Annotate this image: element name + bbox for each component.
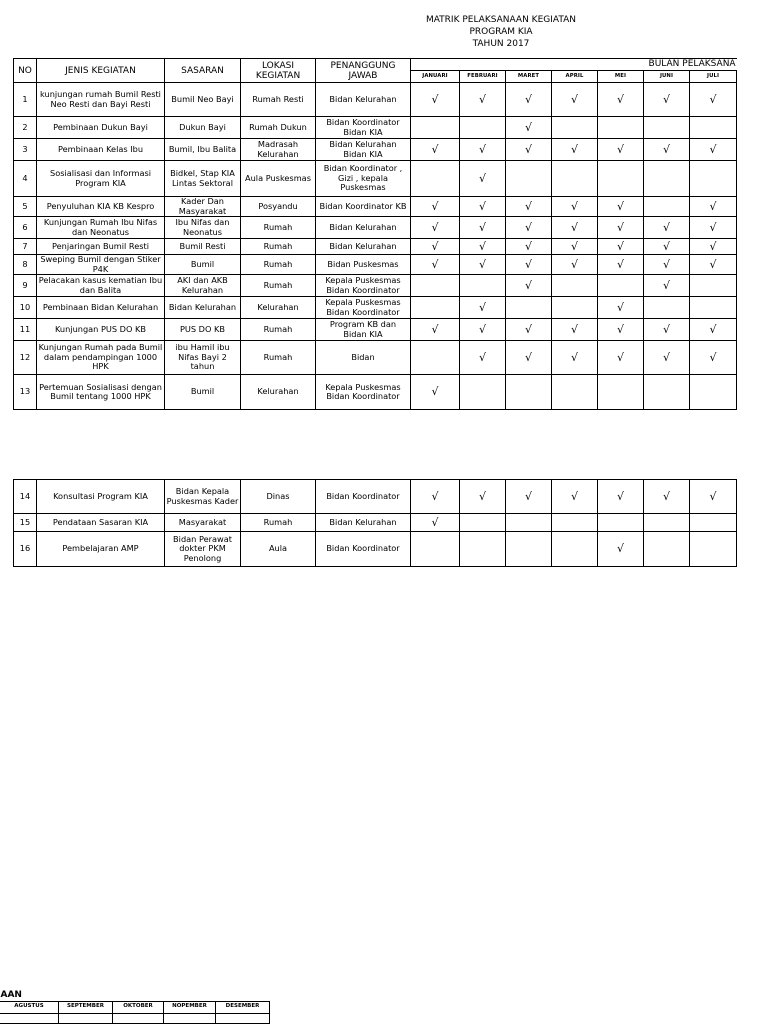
check-mark-cell: √ [460,319,506,341]
responsible-person: Bidan Koordinator , Gizi , kepala Puskesmas [316,161,411,197]
document-title [410,14,592,50]
location: Rumah [241,255,316,275]
empty-month-cell [598,375,644,410]
check-mark-cell: √ [690,197,737,217]
row-number: 7 [14,239,37,255]
empty-month-cell [460,532,506,567]
responsible-person: Bidan Kelurahan [316,514,411,532]
row-number: 13 [14,375,37,410]
empty-month-cell [644,532,690,567]
empty-month-cell [506,161,552,197]
title-line-2: PROGRAM KIA [469,27,533,37]
empty-month-cell [552,375,598,410]
target-group: Bumil, Ibu Balita [165,139,241,161]
target-group: Bumil Neo Bayi [165,83,241,117]
check-mark-cell: √ [411,217,460,239]
empty-month-cell [598,161,644,197]
header-month: OKTOBER [113,1001,164,1013]
check-mark-cell: √ [690,217,737,239]
check-mark-cell: √ [598,319,644,341]
empty-month-cell [411,297,460,319]
responsible-person: Kepala Puskesmas Bidan Koordinator [316,375,411,410]
header-bulan-continued: AAN [0,990,270,1001]
location: Rumah [241,239,316,255]
activity-name: Penyuluhan KIA KB Kespro [37,197,165,217]
header-sasaran: SASARAN [165,59,241,83]
check-mark-cell: √ [644,217,690,239]
check-mark-cell: √ [598,255,644,275]
check-mark-cell: √ [552,319,598,341]
check-mark-cell: √ [460,480,506,514]
check-mark-cell: √ [552,217,598,239]
row-number: 14 [14,480,37,514]
header-month: JUNI [644,71,690,83]
check-mark-cell: √ [598,341,644,375]
responsible-person: Kepala Puskesmas Bidan Koordinator [316,297,411,319]
months-continuation-table [0,990,270,1024]
location: Kelurahan [241,297,316,319]
table-row [14,197,737,217]
check-mark-cell: √ [506,275,552,297]
check-mark-cell: √ [552,197,598,217]
empty-month-cell [552,514,598,532]
header-penanggung-jawab: PENANGGUNG JAWAB [316,59,411,83]
responsible-person: Bidan Kelurahan [316,83,411,117]
header-month: SEPTEMBER [59,1001,113,1013]
check-mark-cell: √ [598,239,644,255]
activity-name: Pendataan Sasaran KIA [37,514,165,532]
check-mark-cell: √ [411,255,460,275]
table-row [14,217,737,239]
location: Rumah [241,319,316,341]
header-month: JULI [690,71,737,83]
responsible-person: Program KB dan Bidan KIA [316,319,411,341]
header-jenis-kegiatan: JENIS KEGIATAN [37,59,165,83]
target-group: Bidan Kelurahan [165,297,241,319]
check-mark-cell: √ [506,139,552,161]
location: Posyandu [241,197,316,217]
row-number: 9 [14,275,37,297]
table-row [14,532,737,567]
row-number: 10 [14,297,37,319]
check-mark-cell: √ [644,319,690,341]
empty-month-cell [690,375,737,410]
check-mark-cell: √ [506,319,552,341]
empty-month-cell [411,532,460,567]
empty-month-cell [690,161,737,197]
check-mark-cell: √ [598,297,644,319]
header-month: APRIL [552,71,598,83]
check-mark-cell: √ [690,255,737,275]
empty-month-cell [411,117,460,139]
activity-name: Sweping Bumil dengan Stiker P4K [37,255,165,275]
location: Madrasah Kelurahan [241,139,316,161]
check-mark-cell: √ [598,217,644,239]
check-mark-cell: √ [460,83,506,117]
row-number: 11 [14,319,37,341]
check-mark-cell: √ [552,83,598,117]
responsible-person: Bidan Kelurahan Bidan KIA [316,139,411,161]
check-mark-cell: √ [506,480,552,514]
empty-month-cell [598,514,644,532]
header-month: JANUARI [411,71,460,83]
header-lokasi: LOKASI KEGIATAN [241,59,316,83]
row-number: 3 [14,139,37,161]
empty-month-cell [506,297,552,319]
header-no: NO [14,59,37,83]
table-row [14,239,737,255]
check-mark-cell: √ [598,480,644,514]
activity-name: Pembinaan Kelas Ibu [37,139,165,161]
table-row [14,83,737,117]
empty-month-cell [644,514,690,532]
empty-month-cell [506,375,552,410]
table-row [14,161,737,197]
check-mark-cell: √ [506,117,552,139]
check-mark-cell: √ [411,239,460,255]
header-bulan-pelaksanaan: BULAN PELAKSANA [411,59,737,71]
header-month: AGUSTUS [0,1001,59,1013]
header-month: FEBRUARI [460,71,506,83]
target-group: Bidan Perawat dokter PKM Penolong [165,532,241,567]
check-mark-cell: √ [690,83,737,117]
target-group: Bidkel, Stap KIA Lintas Sektoral [165,161,241,197]
target-group: Kader Dan Masyarakat [165,197,241,217]
location: Rumah [241,341,316,375]
empty-month-cell [411,161,460,197]
table-row [14,139,737,161]
empty-month-cell [690,117,737,139]
empty-month-cell [411,275,460,297]
header-month: MARET [506,71,552,83]
empty-month-cell [644,297,690,319]
target-group: Dukun Bayi [165,117,241,139]
activity-name: Kunjungan Rumah Ibu Nifas dan Neonatus [37,217,165,239]
activity-name: Kunjungan Rumah pada Bumil dalam pendampingan 1000 HPK [37,341,165,375]
check-mark-cell: √ [690,341,737,375]
check-mark-cell: √ [552,480,598,514]
activity-name: Pertemuan Sosialisasi dengan Bumil tentang 1000 HPK [37,375,165,410]
activity-name: Kunjungan PUS DO KB [37,319,165,341]
empty-month-cell [460,117,506,139]
responsible-person: Bidan [316,341,411,375]
check-mark-cell: √ [506,255,552,275]
check-mark-cell: √ [690,139,737,161]
check-mark-cell: √ [506,83,552,117]
empty-month-cell [460,514,506,532]
check-mark-cell: √ [460,161,506,197]
empty-month-cell [552,275,598,297]
check-mark-cell: √ [644,275,690,297]
check-mark-cell: √ [506,197,552,217]
check-mark-cell: √ [411,375,460,410]
empty-month-cell [598,117,644,139]
responsible-person: Bidan Koordinator Bidan KIA [316,117,411,139]
target-group: Masyarakat [165,514,241,532]
responsible-person: Kepala Puskesmas Bidan Koordinator [316,275,411,297]
check-mark-cell: √ [598,83,644,117]
empty-month-cell [690,514,737,532]
check-mark-cell: √ [690,239,737,255]
location: Rumah Resti [241,83,316,117]
check-mark-cell: √ [552,341,598,375]
empty-month-cell [598,275,644,297]
empty-month-cell [644,161,690,197]
check-mark-cell: √ [690,480,737,514]
table-row [14,341,737,375]
empty-month-cell [552,117,598,139]
activity-name: Penjaringan Bumil Resti [37,239,165,255]
check-mark-cell: √ [506,239,552,255]
empty-month-cell [506,532,552,567]
target-group: Bidan Kepala Puskesmas Kader [165,480,241,514]
check-mark-cell: √ [460,217,506,239]
check-mark-cell: √ [644,139,690,161]
check-mark-cell: √ [411,480,460,514]
empty-month-cell [506,514,552,532]
check-mark-cell: √ [644,255,690,275]
responsible-person: Bidan Koordinator [316,480,411,514]
check-mark-cell: √ [644,83,690,117]
check-mark-cell: √ [411,319,460,341]
row-number: 15 [14,514,37,532]
header-month: MEI [598,71,644,83]
location: Kelurahan [241,375,316,410]
target-group: ibu Hamil ibu Nifas Bayi 2 tahun [165,341,241,375]
responsible-person: Bidan Koordinator [316,532,411,567]
table-row [14,275,737,297]
empty-month-cell [460,275,506,297]
target-group: AKI dan AKB Kelurahan [165,275,241,297]
activity-matrix-table-continued [13,479,737,567]
check-mark-cell: √ [552,139,598,161]
table-row [14,480,737,514]
check-mark-cell: √ [411,139,460,161]
header-month: DESEMBER [216,1001,270,1013]
location: Rumah [241,514,316,532]
title-line-3: TAHUN 2017 [472,39,530,49]
row-number: 12 [14,341,37,375]
check-mark-cell: √ [460,139,506,161]
location: Dinas [241,480,316,514]
row-number: 8 [14,255,37,275]
activity-name: Pembinaan Bidan Kelurahan [37,297,165,319]
row-number: 1 [14,83,37,117]
target-group: Ibu Nifas dan Neonatus [165,217,241,239]
activity-matrix-table [13,58,737,410]
target-group: Bumil [165,255,241,275]
empty-month-cell [644,117,690,139]
row-number: 4 [14,161,37,197]
location: Rumah [241,275,316,297]
empty-month-cell [460,375,506,410]
check-mark-cell: √ [644,480,690,514]
row-number: 16 [14,532,37,567]
empty-month-cell [552,297,598,319]
activity-name: Pembinaan Dukun Bayi [37,117,165,139]
check-mark-cell: √ [506,217,552,239]
activity-name: Sosialisasi dan Informasi Program KIA [37,161,165,197]
row-number: 5 [14,197,37,217]
target-group: Bumil [165,375,241,410]
target-group: PUS DO KB [165,319,241,341]
empty-month-cell [552,532,598,567]
check-mark-cell: √ [411,514,460,532]
check-mark-cell: √ [460,341,506,375]
check-mark-cell: √ [506,341,552,375]
responsible-person: Bidan Puskesmas [316,255,411,275]
empty-month-cell [690,297,737,319]
table-row [14,255,737,275]
activity-name: Pelacakan kasus kematian Ibu dan Balita [37,275,165,297]
check-mark-cell: √ [460,239,506,255]
check-mark-cell: √ [552,255,598,275]
target-group: Bumil Resti [165,239,241,255]
check-mark-cell: √ [598,139,644,161]
location: Rumah [241,217,316,239]
check-mark-cell: √ [411,83,460,117]
responsible-person: Bidan Koordinator KB [316,197,411,217]
activity-name: Pembelajaran AMP [37,532,165,567]
table-row [14,514,737,532]
empty-month-cell [690,275,737,297]
location: Aula [241,532,316,567]
table-row [14,375,737,410]
check-mark-cell: √ [598,197,644,217]
table-row [14,297,737,319]
check-mark-cell: √ [460,297,506,319]
empty-month-cell [644,375,690,410]
row-number: 2 [14,117,37,139]
check-mark-cell: √ [644,239,690,255]
title-line-1: MATRIK PELAKSANAAN KEGIATAN [425,15,577,25]
table-row [14,319,737,341]
location: Rumah Dukun [241,117,316,139]
check-mark-cell: √ [690,319,737,341]
empty-month-cell [644,197,690,217]
responsible-person: Bidan Kelurahan [316,217,411,239]
empty-month-cell [690,532,737,567]
row-number: 6 [14,217,37,239]
activity-name: Konsultasi Program KIA [37,480,165,514]
responsible-person: Bidan Kelurahan [316,239,411,255]
check-mark-cell: √ [411,197,460,217]
empty-month-cell [552,161,598,197]
check-mark-cell: √ [460,255,506,275]
location: Aula Puskesmas [241,161,316,197]
table-row [14,117,737,139]
activity-name: kunjungan rumah Bumil Resti Neo Resti dan Bayi Resti [37,83,165,117]
empty-month-cell [411,341,460,375]
check-mark-cell: √ [552,239,598,255]
check-mark-cell: √ [460,197,506,217]
check-mark-cell: √ [644,341,690,375]
header-month: NOPEMBER [164,1001,216,1013]
check-mark-cell: √ [598,532,644,567]
